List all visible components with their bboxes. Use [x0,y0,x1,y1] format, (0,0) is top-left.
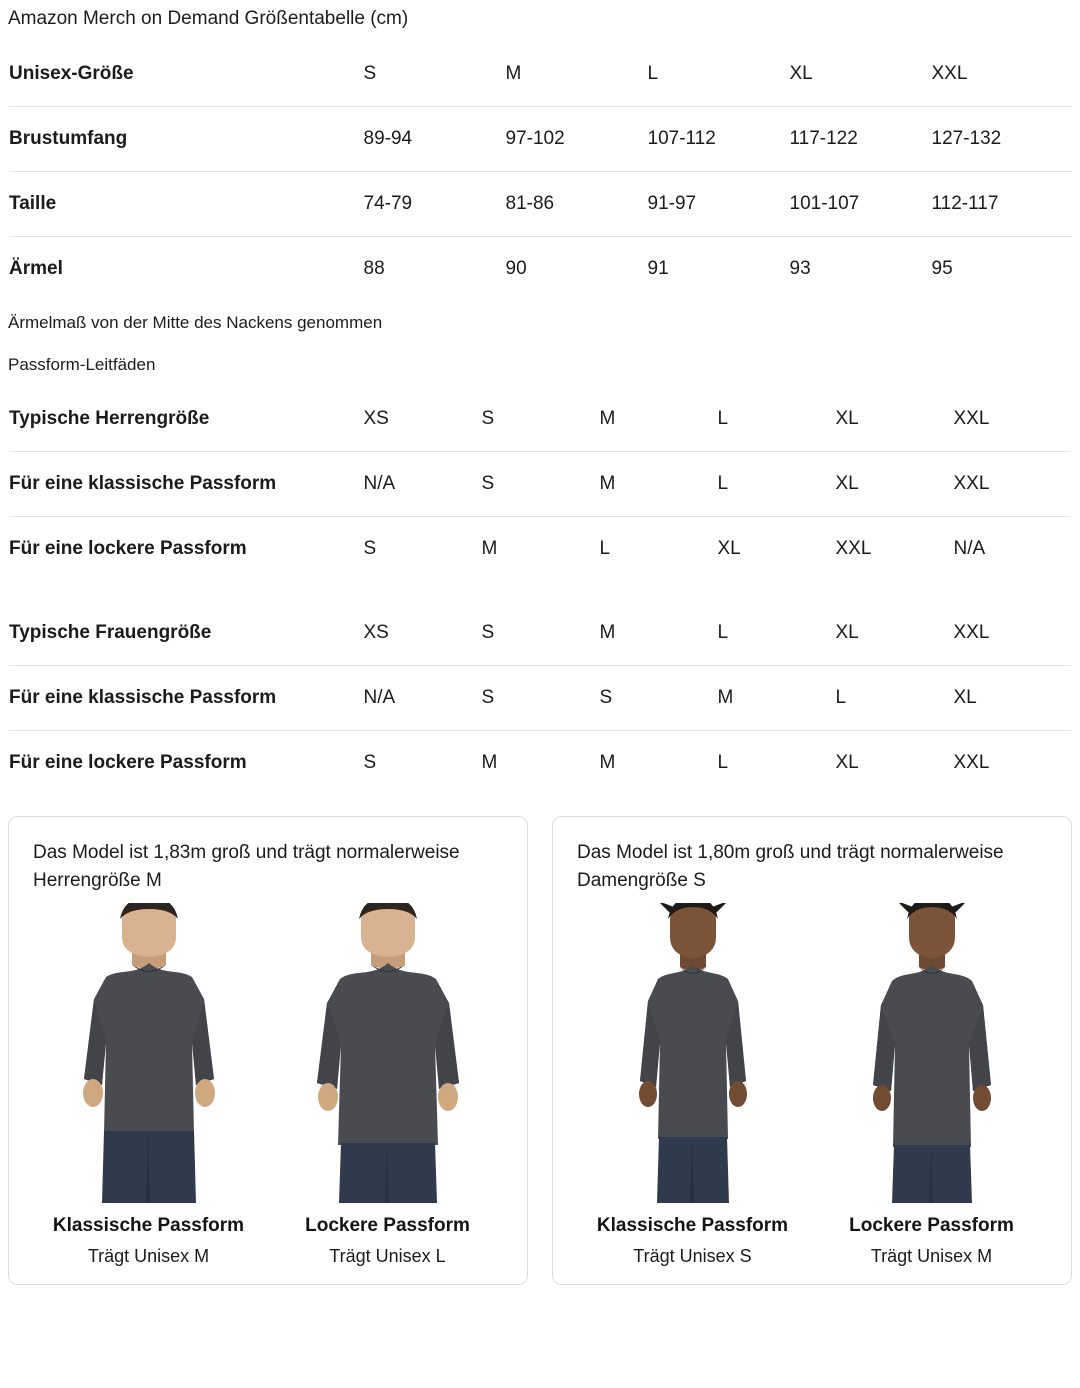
cell: XXL [953,751,990,773]
cell: 112-117 [932,171,1073,236]
cell: S [600,665,718,730]
cell: 74-79 [364,171,506,236]
cell: XL [790,41,932,106]
cell: M [481,537,498,559]
cell: M [718,665,836,730]
figure-subtitle: Trägt Unisex M [870,1246,993,1267]
model-card-men [8,816,528,1285]
table-row [9,171,1073,236]
fit-guides-label: Passform-Leitfäden [8,354,156,374]
size-table [8,41,1072,302]
table-row [9,600,1072,665]
row-label: Unisex-Größe [9,41,364,106]
cell: XS [364,386,482,451]
cell: 89-94 [364,106,506,171]
figure-male-relaxed [273,903,503,1270]
cell: 95 [931,257,953,279]
cell: 117-122 [790,106,932,171]
figure-female-classic [578,903,808,1270]
cell: 127-132 [932,106,1073,171]
female-classic-fit-image [588,903,798,1203]
figure-title: Klassische Passform [52,1215,245,1237]
cell: 91-97 [648,171,790,236]
cell: L [648,41,790,106]
cell: S [482,451,600,516]
cell: XXL [954,386,1072,451]
cell: XL [954,665,1072,730]
figure-female-relaxed [817,903,1047,1270]
cell: M [599,751,616,773]
model-figures-men [29,900,507,1270]
cell: M [506,41,648,106]
table-row [9,665,1072,730]
row-label: Für eine klassische Passform [9,665,364,730]
model-card-women [552,816,1072,1285]
figure-male-classic [34,903,264,1270]
cell: 101-107 [790,171,932,236]
model-card-women-title: Das Model ist 1,80m groß und trägt normalerweise Damengröße S [577,841,1004,891]
cell: S [482,600,600,665]
row-label: Für eine klassische Passform [9,451,364,516]
figure-subtitle: Trägt Unisex S [633,1246,752,1267]
cell: L [836,665,954,730]
cell: M [481,751,498,773]
row-label: Brustumfang [9,106,364,171]
figure-caption [305,1213,470,1270]
row-label: Taille [9,171,364,236]
cell: 97-102 [506,106,648,171]
figure-caption [53,1213,244,1270]
row-label: Für eine lockere Passform [9,751,247,773]
cell: M [600,386,718,451]
size-table-container [8,41,1072,302]
cell: 91 [647,257,669,279]
cell: 107-112 [648,106,790,171]
figure-title: Lockere Passform [305,1215,470,1237]
cell: S [363,537,377,559]
mens-fit-table-container [8,386,1072,582]
page-title: Amazon Merch on Demand Größentabelle (cm) [8,8,409,29]
cell: L [717,751,729,773]
womens-fit-table [8,600,1072,796]
cell: S [363,751,377,773]
cell: L [718,600,836,665]
sleeve-measurement-note: Ärmelmaß von der Mitte des Nackens genommen [8,312,383,332]
cell: S [482,386,600,451]
cell: XS [364,600,482,665]
figure-caption [597,1213,788,1270]
table-row [9,386,1072,451]
cell: S [364,41,506,106]
cell: N/A [953,537,986,559]
model-figures-women [573,900,1051,1270]
cell: L [718,451,836,516]
row-label: Für eine lockere Passform [9,537,247,559]
female-relaxed-fit-image [827,903,1037,1203]
cell: L [599,537,611,559]
cell: XL [835,751,859,773]
table-row [9,236,1073,301]
cell: XXL [932,41,1073,106]
model-cards [8,816,1072,1285]
table-row [9,451,1072,516]
cell: L [718,386,836,451]
cell: S [482,665,600,730]
cell: XXL [835,537,872,559]
womens-fit-table-container [8,600,1072,796]
table-row [9,106,1073,171]
figure-subtitle: Trägt Unisex L [329,1246,446,1267]
cell: 88 [363,257,385,279]
table-row [9,41,1073,106]
cell: XL [717,537,741,559]
cell: XXL [954,600,1072,665]
figure-title: Lockere Passform [849,1215,1014,1237]
cell: N/A [364,665,482,730]
mens-fit-table [8,386,1072,582]
cell: 81-86 [506,171,648,236]
cell: M [600,600,718,665]
cell: M [600,451,718,516]
male-relaxed-fit-image [283,903,493,1203]
figure-caption [849,1213,1014,1270]
cell: N/A [364,451,482,516]
figure-title: Klassische Passform [596,1215,789,1237]
row-label: Ärmel [9,257,63,279]
table-row [9,516,1072,581]
row-label: Typische Frauengröße [9,600,364,665]
table-row [9,730,1072,795]
cell: 90 [505,257,527,279]
cell: XL [836,386,954,451]
figure-subtitle: Trägt Unisex M [87,1246,210,1267]
cell: XXL [954,451,1072,516]
cell: XL [836,600,954,665]
cell: 93 [789,257,811,279]
row-label: Typische Herrengröße [9,386,364,451]
model-card-men-title: Das Model ist 1,83m groß und trägt normalerweise Herrengröße M [33,841,460,891]
male-classic-fit-image [44,903,254,1203]
cell: XL [836,451,954,516]
